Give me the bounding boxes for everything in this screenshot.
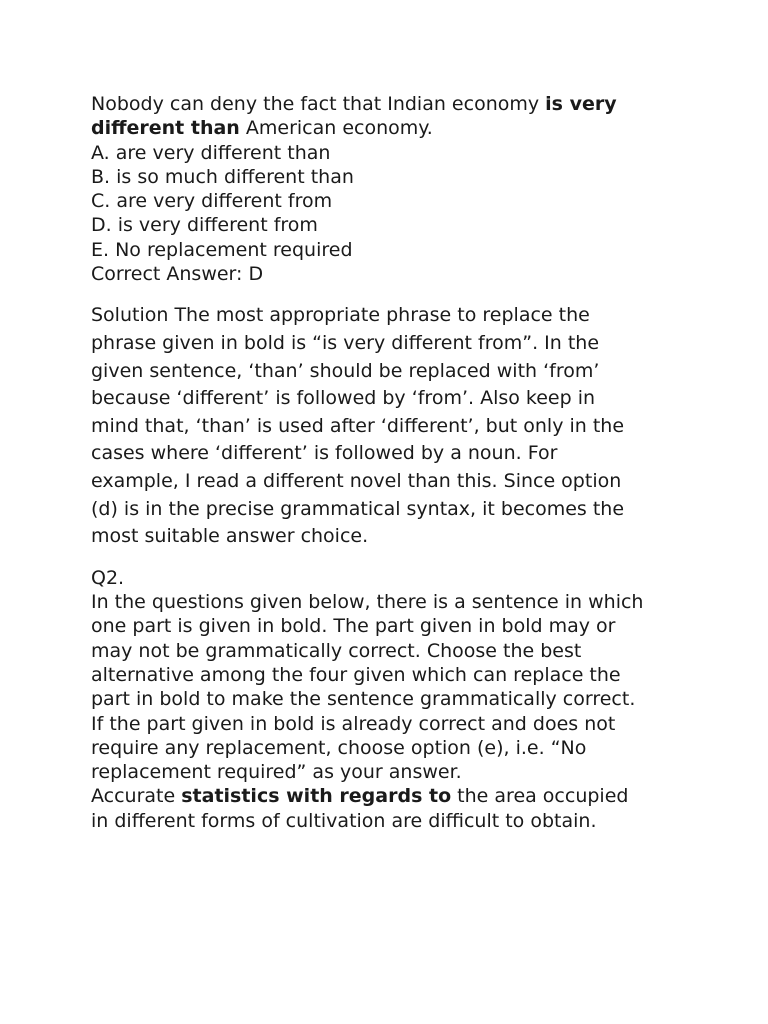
- question-1: [91, 92, 691, 286]
- correct-answer: Correct Answer: D: [91, 263, 264, 286]
- option-e: E. No replacement required: [91, 238, 353, 261]
- instruction-line: alternative among the four given which can replace the: [91, 663, 621, 686]
- stem-text: Nobody can deny the fact that Indian economy: [91, 93, 546, 115]
- instruction-line: If the part given in bold is already correct and does not: [91, 712, 616, 735]
- solution-paragraph: [91, 302, 691, 550]
- option-b: B. is so much different than: [91, 165, 354, 188]
- instruction-line: In the questions given below, there is a sentence in which: [91, 591, 644, 614]
- solution-line: mind that, ‘than’ is used after ‘different’, but only in the: [91, 414, 625, 437]
- instruction-line: replacement required” as your answer.: [91, 761, 462, 784]
- bold-phrase: is very: [545, 93, 617, 115]
- instruction-line: may not be grammatically correct. Choose the best: [91, 639, 582, 662]
- option-d: D. is very different from: [91, 214, 318, 237]
- solution-line: cases where ‘different’ is followed by a noun. For: [91, 442, 558, 465]
- solution-line: because ‘different’ is followed by ‘from’. Also keep in: [91, 387, 596, 410]
- document-page: [91, 92, 691, 833]
- question-1-stem-line-2: [91, 116, 691, 140]
- question-2-stem-line-1: [91, 784, 691, 808]
- question-1-stem-line-1: [91, 92, 691, 116]
- option-c: C. are very different from: [91, 190, 333, 213]
- bold-phrase: different than: [91, 117, 240, 140]
- option-a: A. are very different than: [91, 141, 331, 164]
- stem-text: American economy.: [239, 117, 433, 140]
- solution-line: most suitable answer choice.: [91, 525, 369, 548]
- solution-line: example, I read a different novel than this. Since option: [91, 469, 622, 492]
- instruction-line: part in bold to make the sentence grammatically correct.: [91, 688, 636, 711]
- bold-phrase: statistics with regards to: [181, 785, 452, 808]
- question-2-label: Q2.: [91, 566, 125, 589]
- question-2: [91, 566, 691, 833]
- instruction-line: require any replacement, choose option (e), i.e. “No: [91, 736, 587, 759]
- solution-line: Solution The most appropriate phrase to replace the: [91, 304, 590, 327]
- stem-text: Accurate: [91, 785, 182, 808]
- question-2-stem-line-2: in different forms of cultivation are difficult to obtain.: [91, 809, 597, 832]
- stem-text: the area occupied: [451, 785, 629, 808]
- instruction-line: one part is given in bold. The part given in bold may or: [91, 615, 616, 638]
- solution-line: phrase given in bold is “is very different from”. In the: [91, 331, 600, 354]
- solution-line: given sentence, ‘than’ should be replaced with ‘from’: [91, 359, 600, 382]
- solution-line: (d) is in the precise grammatical syntax, it becomes the: [91, 497, 625, 520]
